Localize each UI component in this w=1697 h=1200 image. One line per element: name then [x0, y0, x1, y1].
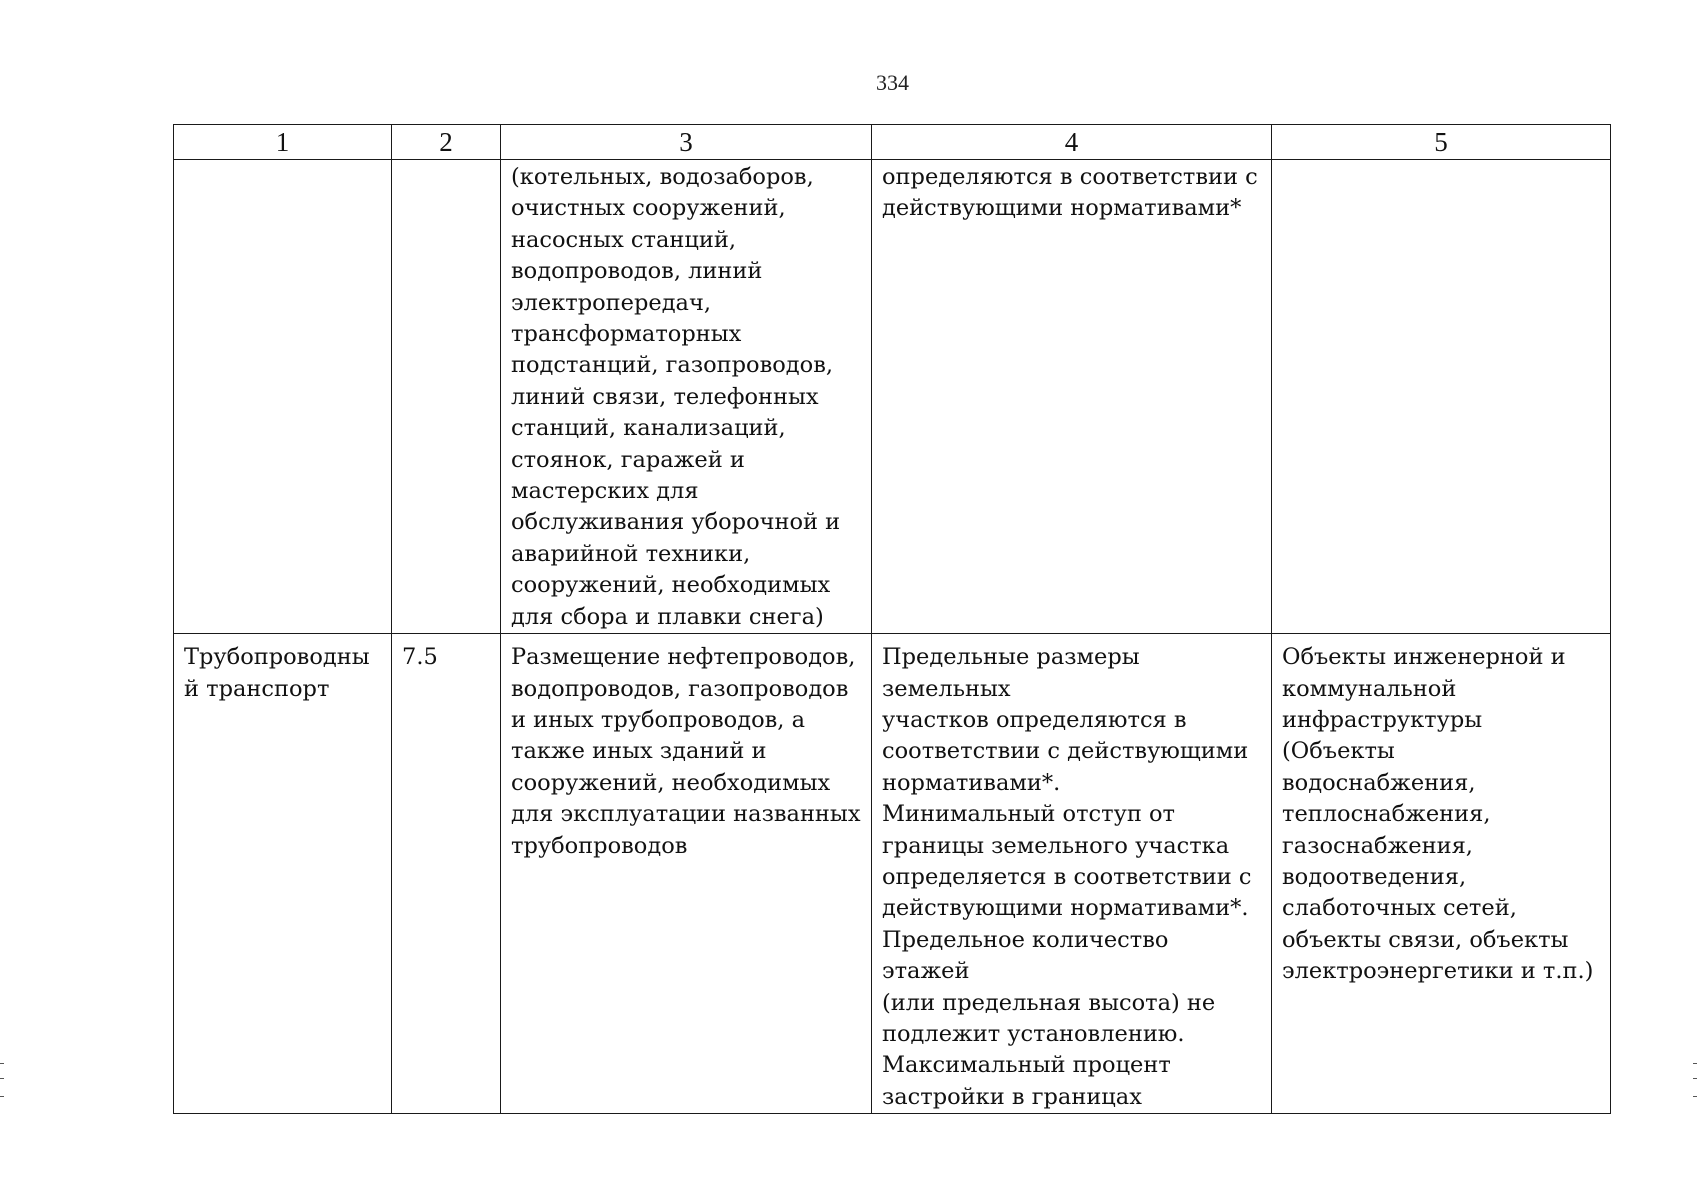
cell-land-use-type — [174, 160, 392, 634]
column-header-5: 5 — [1272, 125, 1611, 160]
cell-parameters — [872, 634, 1272, 1114]
cell-parameters — [872, 160, 1272, 634]
column-header-1: 1 — [174, 125, 392, 160]
column-header-3: 3 — [501, 125, 872, 160]
table-header-row — [174, 125, 1611, 160]
scan-edge-mark-left — [0, 1063, 4, 1097]
cell-code — [392, 634, 501, 1114]
zoning-regulations-table — [173, 124, 1611, 1114]
cell-description — [501, 634, 872, 1114]
cell-text: (котельных, водозаборов, очистных сооружений, насосных станций, водопроводов, линий электропередач, трансформаторных подстанций, газопроводов, линий связи, телефонных станций, канализаций, стоянок, гаражей и мастерских для обслуживания уборочной и аварийной техники, сооружений, необходимых для сбора и плавки снега) — [511, 164, 841, 630]
cell-text: Объекты инженерной и коммунальной инфраструктуры (Объекты водоснабжения, теплоснабжения, газоснабжения, водоотведения, слаботочных сетей, объекты связи, объекты электроэнергетики и т.п.) — [1282, 644, 1594, 985]
page-number: 334 — [876, 70, 909, 95]
cell-land-use-type — [174, 634, 392, 1114]
cell-text: определяются в соответствии с действующими нормативами* — [882, 164, 1258, 222]
cell-text: Предельные размеры земельных участков определяются в соответствии с действующими нормативами*. Минимальный отступ от границы земельного участка определяется в соответствии с действующими нормативами*. Предельное количество этажей (или предельная высота) не подлежит установлению. Максимальный процент застройки в границах — [882, 644, 1252, 1110]
cell-text: Трубопроводны й транспорт — [184, 644, 370, 702]
scan-edge-mark-right — [1693, 1063, 1697, 1097]
table-row — [174, 160, 1611, 634]
cell-text: Размещение нефтепроводов, водопроводов, газопроводов и иных трубопроводов, а также иных зданий и сооружений, необходимых для эксплуатации названных трубопроводов — [511, 644, 861, 859]
cell-permitted-objects — [1272, 160, 1611, 634]
column-header-4: 4 — [872, 125, 1272, 160]
column-header-2: 2 — [392, 125, 501, 160]
cell-permitted-objects — [1272, 634, 1611, 1114]
cell-code — [392, 160, 501, 634]
table-row — [174, 634, 1611, 1114]
cell-text: 7.5 — [402, 644, 438, 671]
cell-description — [501, 160, 872, 634]
